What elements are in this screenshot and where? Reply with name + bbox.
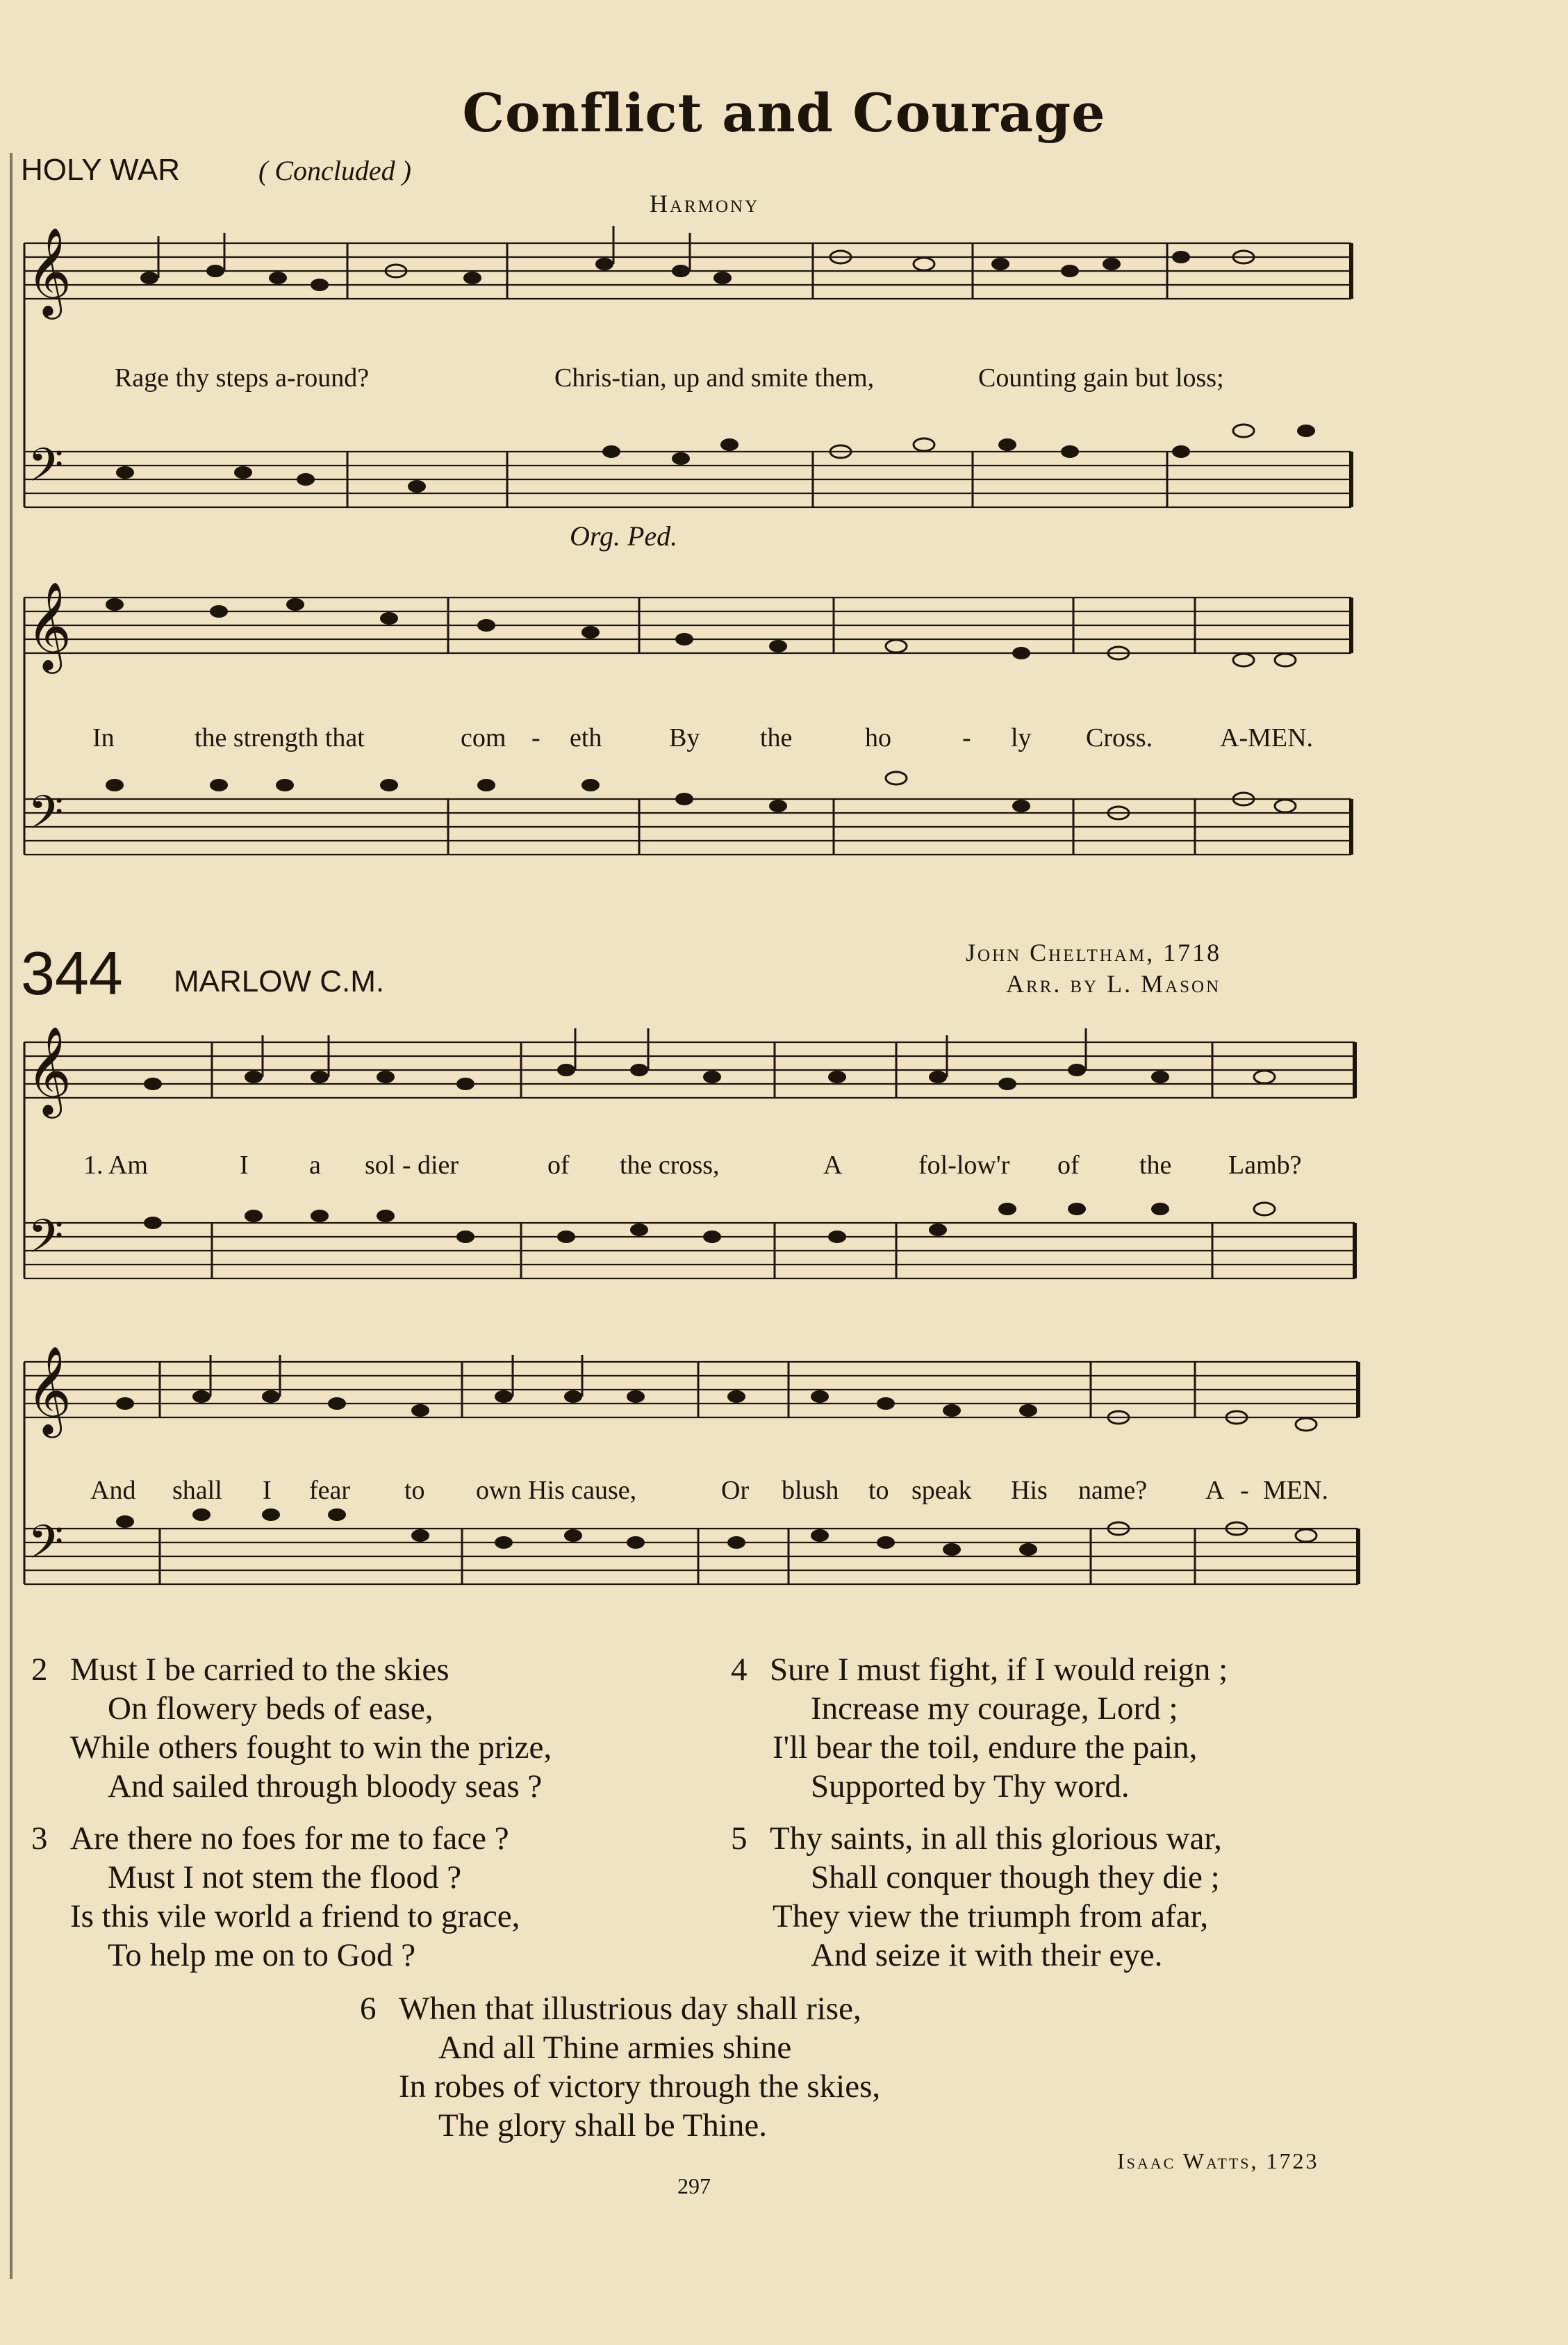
lyric-2-com: com bbox=[461, 723, 506, 752]
bass-staff bbox=[24, 1223, 1355, 1278]
verse-5 bbox=[731, 1819, 1222, 1975]
h344-lyric-1-7: fol-low'r bbox=[918, 1151, 1010, 1180]
h344-lyric-2-14: MEN. bbox=[1263, 1476, 1328, 1505]
verse-line: On flowery beds of ease, bbox=[108, 1690, 434, 1727]
h344-lyric-1-4: of bbox=[547, 1151, 570, 1180]
h344-lyric-1-0: 1. Am bbox=[83, 1151, 148, 1180]
h344-lyric-1-5: the cross, bbox=[620, 1151, 720, 1180]
verse-number: 4 bbox=[731, 1652, 748, 1688]
verse-line: Must I not stem the flood ? bbox=[108, 1859, 462, 1895]
verse-line: And sailed through bloody seas ? bbox=[108, 1768, 543, 1804]
h344-lyric-2-10: His bbox=[1011, 1476, 1048, 1505]
hymn-number: 344 bbox=[21, 939, 123, 1007]
lyric-2-cross: Cross. bbox=[1086, 723, 1153, 752]
music-system-3 bbox=[0, 1001, 1568, 1306]
page-number: 297 bbox=[677, 2173, 711, 2198]
treble-notes bbox=[116, 1355, 1317, 1431]
h344-lyric-2-12: A bbox=[1205, 1476, 1225, 1505]
bass-clef-icon: 𝄢 bbox=[28, 438, 64, 503]
hymn-tune-name: MARLOW C.M. bbox=[174, 964, 385, 998]
h344-lyric-2-3: fear bbox=[309, 1476, 351, 1505]
h344-lyric-2-4: to bbox=[404, 1476, 425, 1505]
h344-lyric-1-2: a bbox=[309, 1151, 321, 1180]
treble-clef-icon: 𝄞 bbox=[26, 581, 72, 670]
h344-lyric-1-6: A bbox=[823, 1151, 843, 1180]
h344-lyric-2-11: name? bbox=[1078, 1476, 1148, 1505]
verse-2 bbox=[31, 1650, 552, 1806]
bass-staff bbox=[24, 1529, 1358, 1584]
h344-lyric-2-0: And bbox=[90, 1476, 136, 1505]
music-system-4 bbox=[0, 1320, 1568, 1626]
verse-line: And seize it with their eye. bbox=[811, 1937, 1163, 1973]
verse-line: To help me on to God ? bbox=[108, 1937, 416, 1973]
treble-clef-icon: 𝄞 bbox=[26, 227, 72, 315]
verse-6 bbox=[360, 1989, 880, 2145]
verse-line: Shall conquer though they die ; bbox=[811, 1859, 1220, 1895]
bass-clef-icon: 𝄢 bbox=[28, 1210, 64, 1274]
h344-lyric-1-9: the bbox=[1139, 1151, 1172, 1180]
h344-lyric-2-13: - bbox=[1240, 1476, 1249, 1505]
h344-lyric-1-1: I bbox=[240, 1151, 249, 1180]
verse-line: I'll bear the toil, endure the pain, bbox=[773, 1729, 1198, 1766]
page-title: Conflict and Courage bbox=[462, 82, 1106, 144]
bass-notes bbox=[116, 425, 1315, 493]
treble-notes bbox=[140, 226, 1254, 291]
verse-line: Are there no foes for me to face ? bbox=[70, 1820, 509, 1857]
verse-line: When that illustrious day shall rise, bbox=[399, 1991, 861, 2027]
lyric-2-in: In bbox=[92, 723, 115, 752]
verse-line: Is this vile world a friend to grace, bbox=[70, 1898, 520, 1934]
bass-clef-icon: 𝄢 bbox=[28, 786, 64, 850]
h344-lyric-2-9: speak bbox=[911, 1476, 972, 1505]
harmony-marker: Harmony bbox=[650, 190, 760, 217]
prev-tune-name: HOLY WAR bbox=[21, 153, 181, 187]
h344-lyric-2-7: blush bbox=[782, 1476, 839, 1505]
verse-line: While others fought to win the prize, bbox=[70, 1729, 552, 1766]
lyric-2-the: the bbox=[760, 723, 793, 752]
lyric-2-hyphen2: - bbox=[962, 723, 971, 752]
verse-line: They view the triumph from afar, bbox=[773, 1898, 1209, 1934]
h344-lyric-2-5: own His cause, bbox=[476, 1476, 637, 1505]
verse-line: The glory shall be Thine. bbox=[438, 2107, 767, 2144]
treble-clef-icon: 𝄞 bbox=[26, 1026, 72, 1114]
bass-clef-icon: 𝄢 bbox=[28, 1515, 64, 1580]
verse-line: Thy saints, in all this glorious war, bbox=[770, 1820, 1222, 1857]
verse-line: In robes of victory through the skies, bbox=[399, 2068, 881, 2105]
verse-number: 3 bbox=[31, 1820, 48, 1857]
verse-line: Must I be carried to the skies bbox=[70, 1652, 449, 1688]
hymn-arranger: Arr. by L. Mason bbox=[1006, 970, 1221, 998]
lyric-line-1c: Counting gain but loss; bbox=[978, 363, 1224, 393]
hymn-composer: John Cheltham, 1718 bbox=[966, 939, 1222, 966]
organ-pedal-note: Org. Ped. bbox=[570, 520, 678, 552]
h344-lyric-1-8: of bbox=[1057, 1151, 1080, 1180]
verse-number: 6 bbox=[360, 1991, 377, 2027]
h344-lyric-2-1: shall bbox=[172, 1476, 222, 1505]
barlines bbox=[24, 1362, 1358, 1584]
lyric-2-eth: eth bbox=[570, 723, 602, 752]
h344-lyric-2-6: Or bbox=[721, 1476, 750, 1505]
prev-tune-suffix: ( Concluded ) bbox=[258, 155, 411, 186]
h344-lyric-2-2: I bbox=[263, 1476, 272, 1505]
verse-4 bbox=[731, 1650, 1228, 1806]
treble-notes bbox=[106, 598, 1296, 666]
lyric-2-ly: ly bbox=[1011, 723, 1032, 752]
h344-lyric-1-3: sol - dier bbox=[365, 1151, 459, 1180]
bass-notes bbox=[106, 772, 1296, 819]
h344-lyric-1-10: Lamb? bbox=[1228, 1151, 1302, 1180]
lyric-2-hyphen: - bbox=[531, 723, 540, 752]
lyric-2-ho: ho bbox=[865, 723, 891, 752]
hymn-author: Isaac Watts, 1723 bbox=[1117, 2148, 1319, 2173]
treble-notes bbox=[144, 1028, 1275, 1090]
lyric-2-by: By bbox=[669, 723, 700, 752]
bass-notes bbox=[116, 1508, 1317, 1556]
lyric-2-amen: A-MEN. bbox=[1220, 723, 1314, 752]
treble-clef-icon: 𝄞 bbox=[26, 1345, 72, 1434]
lyric-2-strength: the strength that bbox=[195, 723, 365, 752]
h344-lyric-2-8: to bbox=[868, 1476, 889, 1505]
verse-line: Supported by Thy word. bbox=[811, 1768, 1130, 1804]
treble-staff bbox=[24, 1042, 1355, 1098]
lyric-line-1a: Rage thy steps a-round? bbox=[115, 363, 370, 393]
verse-line: Sure I must fight, if I would reign ; bbox=[770, 1652, 1228, 1688]
verse-3 bbox=[31, 1819, 520, 1975]
bass-staff bbox=[24, 799, 1351, 855]
verse-line: And all Thine armies shine bbox=[438, 2030, 792, 2066]
treble-staff bbox=[24, 1362, 1358, 1417]
verse-number: 2 bbox=[31, 1652, 48, 1688]
verse-line: Increase my courage, Lord ; bbox=[811, 1690, 1178, 1727]
lyric-line-1b: Chris-tian, up and smite them, bbox=[554, 363, 875, 393]
verse-number: 5 bbox=[731, 1820, 748, 1857]
